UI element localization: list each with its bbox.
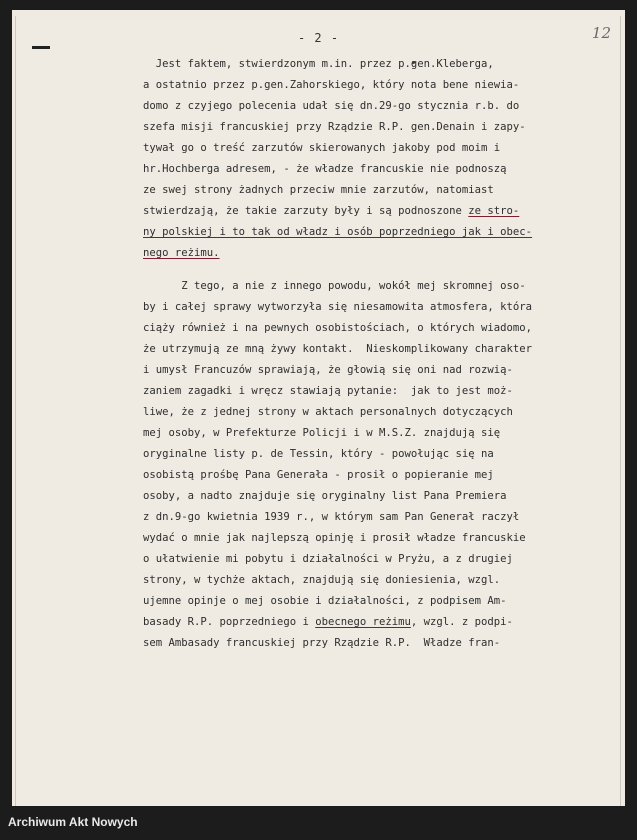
text-line (143, 465, 598, 486)
underlined-text: nego reżimu. (143, 247, 220, 259)
text-line (143, 612, 598, 633)
page-number: - 2 - (297, 31, 340, 45)
text-line (143, 243, 598, 264)
text-line (143, 318, 598, 339)
text-line (143, 360, 598, 381)
underlined-text: ny polskiej i to tak od władz i osób poprzedniego jak i obec- (143, 226, 533, 238)
text-line (143, 297, 598, 318)
text-segment: że utrzymują ze mną żywy kontakt. Nieskomplikowany charakter (143, 343, 533, 355)
text-segment: osobistą prośbę Pana Generała - prosił o popieranie mej (143, 469, 494, 481)
text-line (143, 201, 598, 222)
text-segment: zaniem zagadki i wręcz stawiają pytanie: jak to jest moż- (143, 385, 513, 397)
text-segment: by i całej sprawy wytworzyła się niesamowita atmosfera, która (143, 301, 533, 313)
text-segment: osoby, a nadto znajduje się oryginalny list Pana Premiera (143, 490, 507, 502)
text-segment: ciąży również i na pewnych osobistościach, o których wiadomo, (143, 322, 533, 334)
text-segment: , wzgl. z podpi- (410, 616, 513, 628)
text-segment: hr.Hochberga adresem, - że władze francuskie nie podnoszą (143, 163, 507, 175)
text-line (143, 159, 598, 180)
text-line (143, 507, 598, 528)
text-line (143, 486, 598, 507)
text-segment: a ostatnio przez p.gen.Zahorskiego, który nota bene niewia- (143, 79, 520, 91)
text-segment: tywał go o treść zarzutów skierowanych jakoby pod moim i (143, 142, 501, 154)
archive-footer-bar (0, 806, 637, 840)
text-line (143, 117, 598, 138)
paragraph-gap (143, 264, 598, 276)
text-line (143, 75, 598, 96)
text-segment: basady R.P. poprzedniego i (143, 616, 316, 628)
underlined-text: ze stro- (468, 205, 520, 217)
text-line (143, 633, 598, 654)
paragraph (143, 54, 598, 264)
text-segment: szefa misji francuskiej przy Rządzie R.P. gen.Denain i zapy- (143, 121, 526, 133)
text-segment: stwierdzają, że takie zarzuty były i są podnoszone (143, 205, 469, 217)
text-segment: o ułatwienie mi pobytu i działalności w Pryżu, a z drugiej (143, 553, 513, 565)
text-segment: strony, w tychże aktach, znajdują się doniesienia, wzgl. (143, 574, 501, 586)
document-page (12, 10, 625, 806)
text-segment: sem Ambasady francuskiej przy Rządzie R.P. Władze fran- (143, 637, 501, 649)
text-line (143, 276, 598, 297)
text-line (143, 528, 598, 549)
text-segment: ze swej strony żadnych przeciw mnie zarzutów, natomiast (143, 184, 494, 196)
typed-letter-body (143, 54, 598, 654)
paragraph (143, 276, 598, 654)
text-segment: liwe, że z jednej strony w aktach personalnych dotyczących (143, 406, 513, 418)
archive-folio-number: 12 (591, 24, 611, 42)
page-edge-line (15, 16, 16, 806)
text-segment: i umysł Francuzów sprawiają, że głowią się oni nad rozwią- (143, 364, 513, 376)
text-line (143, 96, 598, 117)
page-edge-line (620, 16, 621, 806)
text-segment: mej osoby, w Prefekturze Policji i w M.S.Z. znajdują się (143, 427, 501, 439)
text-segment: wydać o mnie jak najlepszą opinję i prosił władze francuskie (143, 532, 526, 544)
text-line (143, 54, 598, 75)
text-line (143, 402, 598, 423)
text-segment: domo z czyjego polecenia udał się dn.29-go stycznia r.b. do (143, 100, 520, 112)
text-segment: Jest faktem, stwierdzonym m.in. przez p.gen.Kleberga, (155, 58, 494, 70)
text-line (143, 381, 598, 402)
corner-mark (32, 46, 50, 49)
text-line (143, 549, 598, 570)
text-line (143, 444, 598, 465)
text-line (143, 591, 598, 612)
text-line (143, 339, 598, 360)
text-line (143, 423, 598, 444)
underlined-text: obecnego reżimu (315, 616, 411, 628)
text-line (143, 222, 598, 243)
text-segment: oryginalne listy p. de Tessin, który - powołując się na (143, 448, 494, 460)
text-line (143, 570, 598, 591)
text-segment: ujemne opinje o mej osobie i działalności, z podpisem Am- (143, 595, 507, 607)
text-segment: z dn.9-go kwietnia 1939 r., w którym sam Pan Generał raczył (143, 511, 520, 523)
archive-name: Archiwum Akt Nowych (8, 815, 138, 829)
text-line (143, 138, 598, 159)
text-segment: Z tego, a nie z innego powodu, wokół mej skromnej oso- (181, 280, 526, 292)
text-line (143, 180, 598, 201)
